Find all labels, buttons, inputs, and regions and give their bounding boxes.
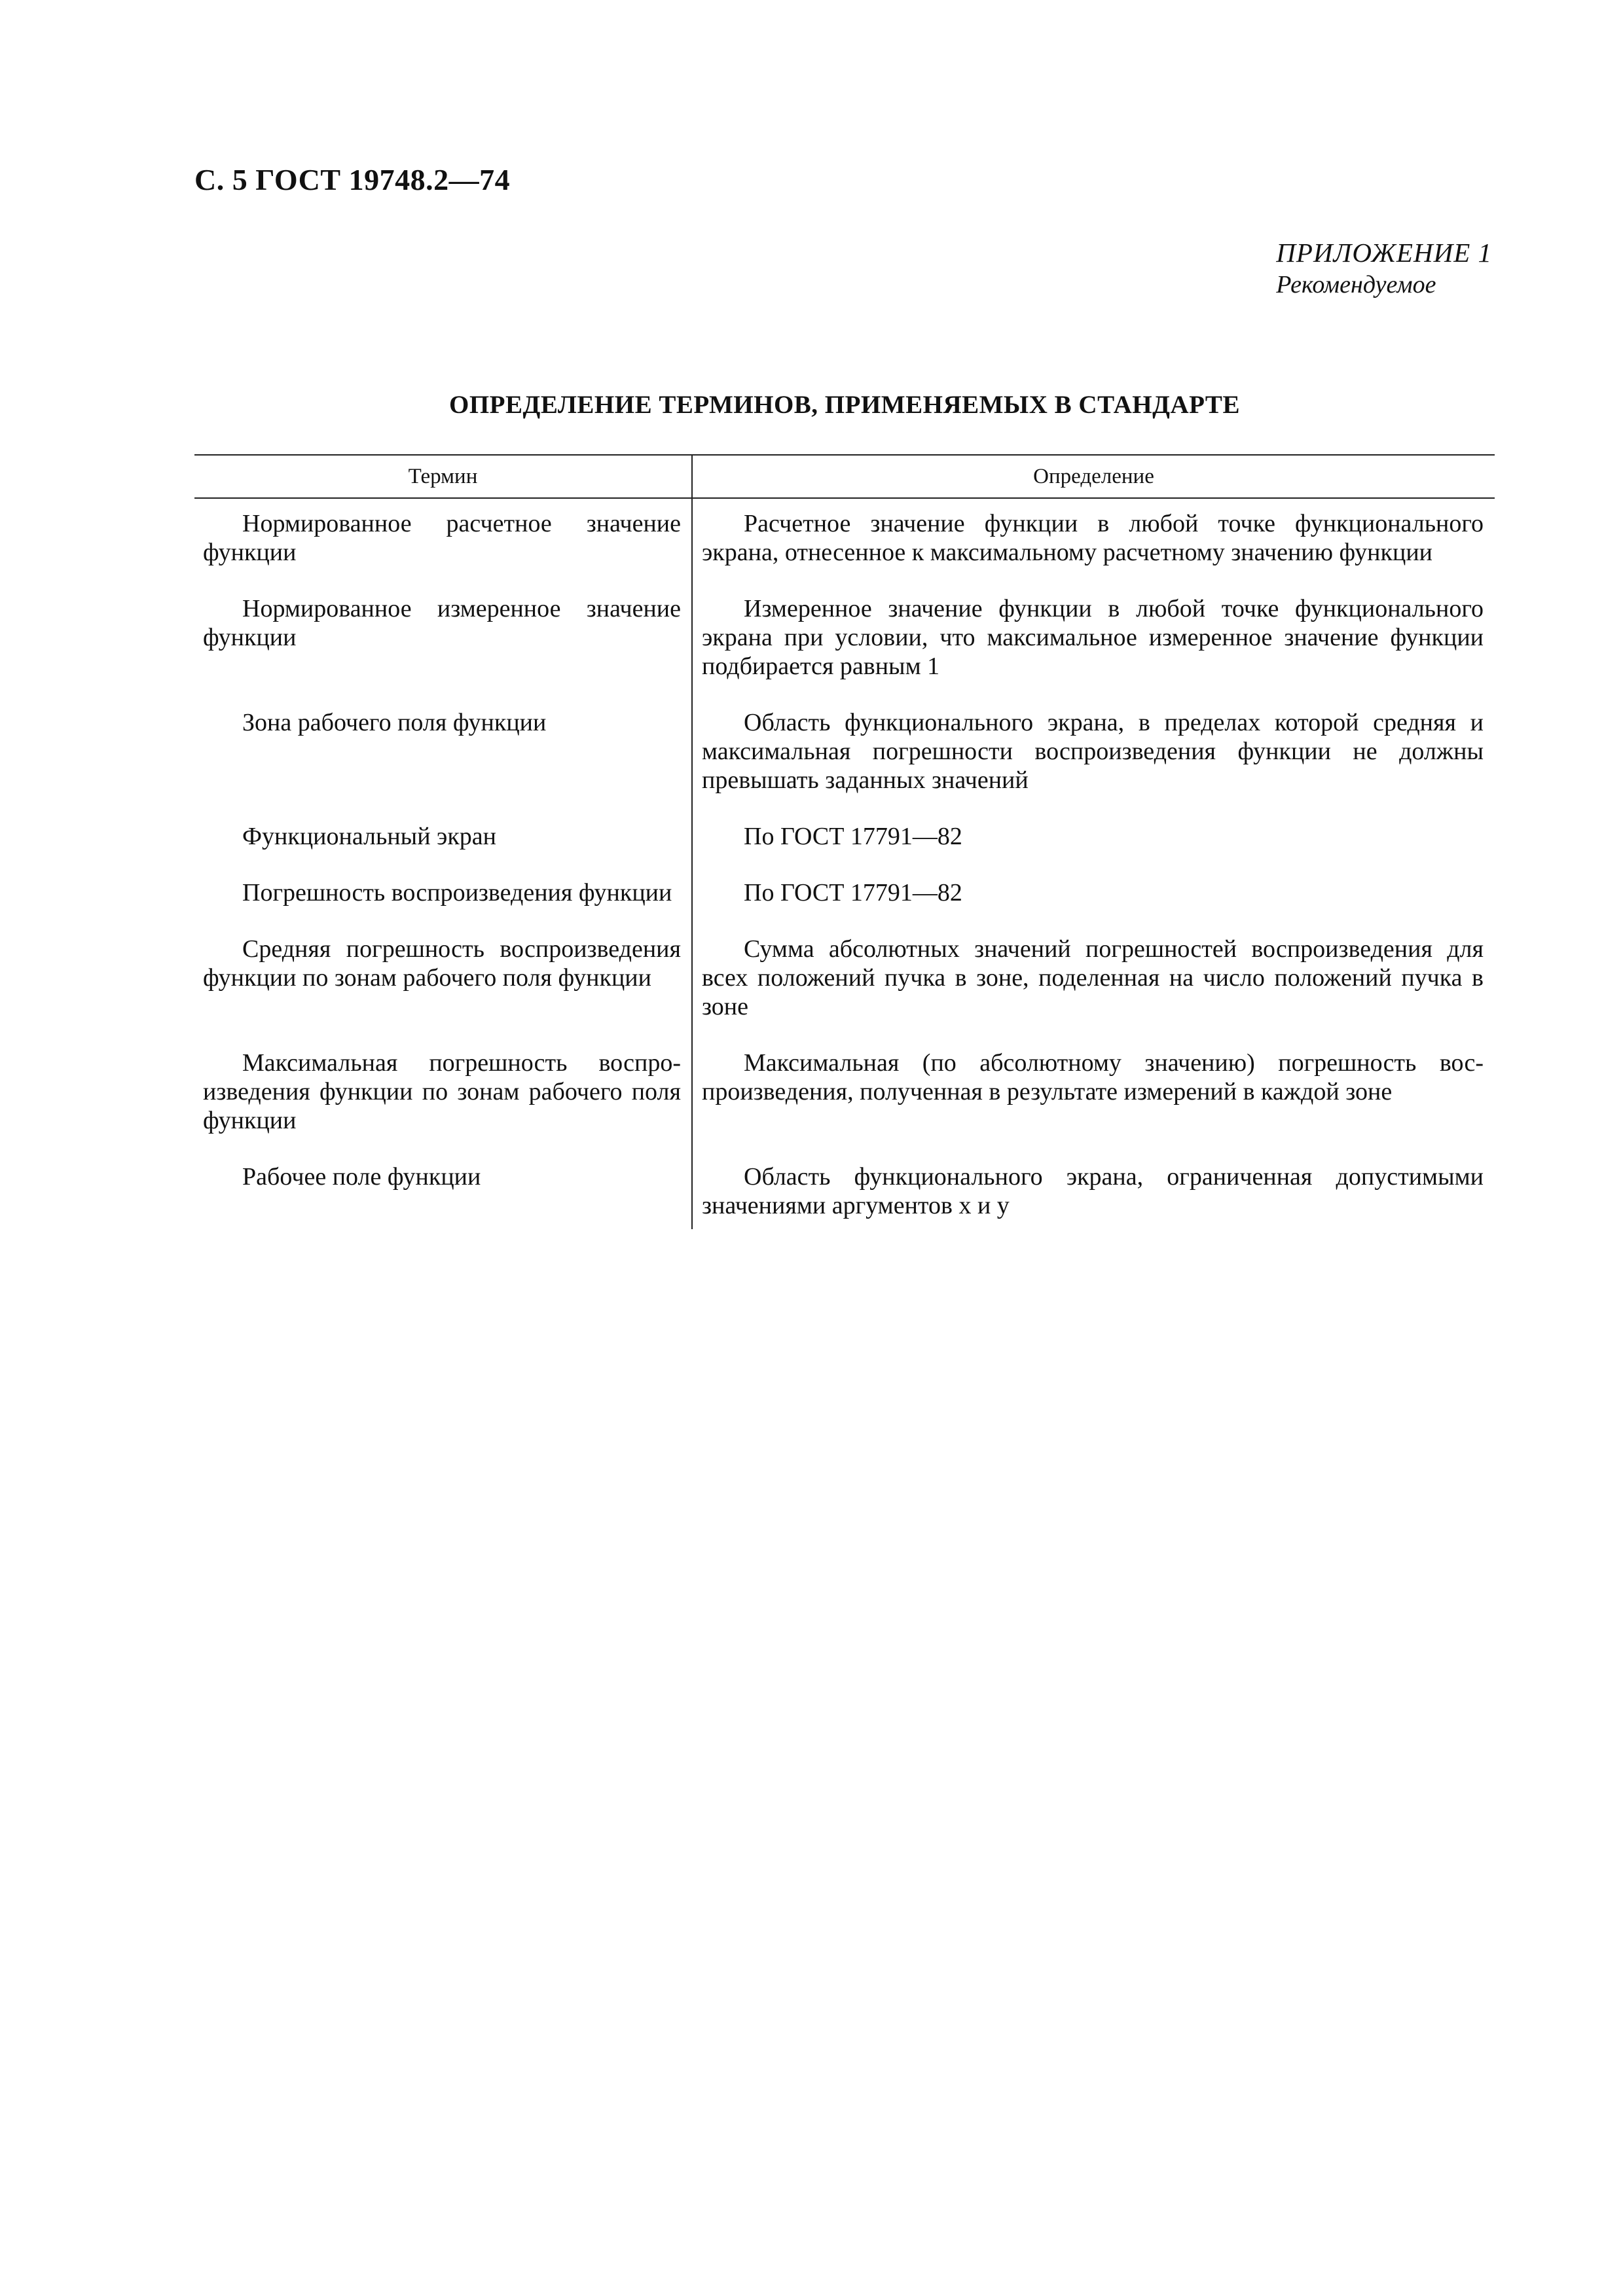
terms-table xyxy=(194,454,1495,1229)
definition-cell: Максимальная (по абсолютному значению) погрешность воспроизведения, полученная в результате измерений в каждой зоне xyxy=(702,1049,1484,1105)
table-row xyxy=(194,498,1495,584)
table-row xyxy=(194,812,1495,868)
definition-cell: Область функционального экрана, в пределах которой средняя и максимальная погрешности воспроизведения функции не должны превышать заданных значений xyxy=(702,709,1484,794)
table-header-row xyxy=(194,455,1495,498)
definition-cell: Область функционального экрана, ограниченная допустимыми значениями аргументов x и y xyxy=(702,1163,1484,1219)
definition-cell: Расчетное значение функции в любой точке функционального экрана, отнесенное к максимальному расчетному значению функции xyxy=(702,510,1484,566)
table-row xyxy=(194,1038,1495,1152)
term-cell: Средняя погрешность воспроизведения функции по зонам рабочего поля функции xyxy=(194,924,692,1038)
table-row xyxy=(194,868,1495,924)
table-row xyxy=(194,584,1495,698)
document-title: ОПРЕДЕЛЕНИЕ ТЕРМИНОВ, ПРИМЕНЯЕМЫХ В СТАНДАРТЕ xyxy=(449,391,1240,419)
term-cell: Зона рабочего поля функции xyxy=(194,698,692,812)
definition-cell: Измеренное значение функции в любой точке функционального экрана при условии, что максимальное измеренное значение функции подбирается равным 1 xyxy=(702,595,1484,680)
appendix-label xyxy=(1276,236,1492,300)
term-cell: Рабочее поле функции xyxy=(194,1152,692,1229)
term-cell: Нормированное расчетное значение функции xyxy=(194,498,692,584)
column-header-definition: Определение xyxy=(692,455,1495,498)
appendix-subtitle: Рекомендуемое xyxy=(1276,271,1436,298)
term-cell: Погрешность воспроизведения функции xyxy=(194,868,692,924)
table-row xyxy=(194,924,1495,1038)
table-row xyxy=(194,698,1495,812)
definition-cell: По ГОСТ 17791—82 xyxy=(744,879,962,906)
definition-cell: Сумма абсолютных значений погрешностей воспроизведения для всех положений пучка в зоне, поделенная на число положений пучка в зоне xyxy=(702,935,1484,1020)
page-header: С. 5 ГОСТ 19748.2—74 xyxy=(194,163,511,196)
term-cell: Функциональный экран xyxy=(194,812,692,868)
term-cell: Нормированное измеренное значение функции xyxy=(194,584,692,698)
definition-cell: По ГОСТ 17791—82 xyxy=(744,823,962,850)
term-cell: Максимальная погрешность воспроизведения функции по зонам рабочего поля функции xyxy=(194,1038,692,1152)
appendix-title: ПРИЛОЖЕНИЕ 1 xyxy=(1276,238,1492,268)
table-row xyxy=(194,1152,1495,1229)
column-header-term: Термин xyxy=(194,455,692,498)
